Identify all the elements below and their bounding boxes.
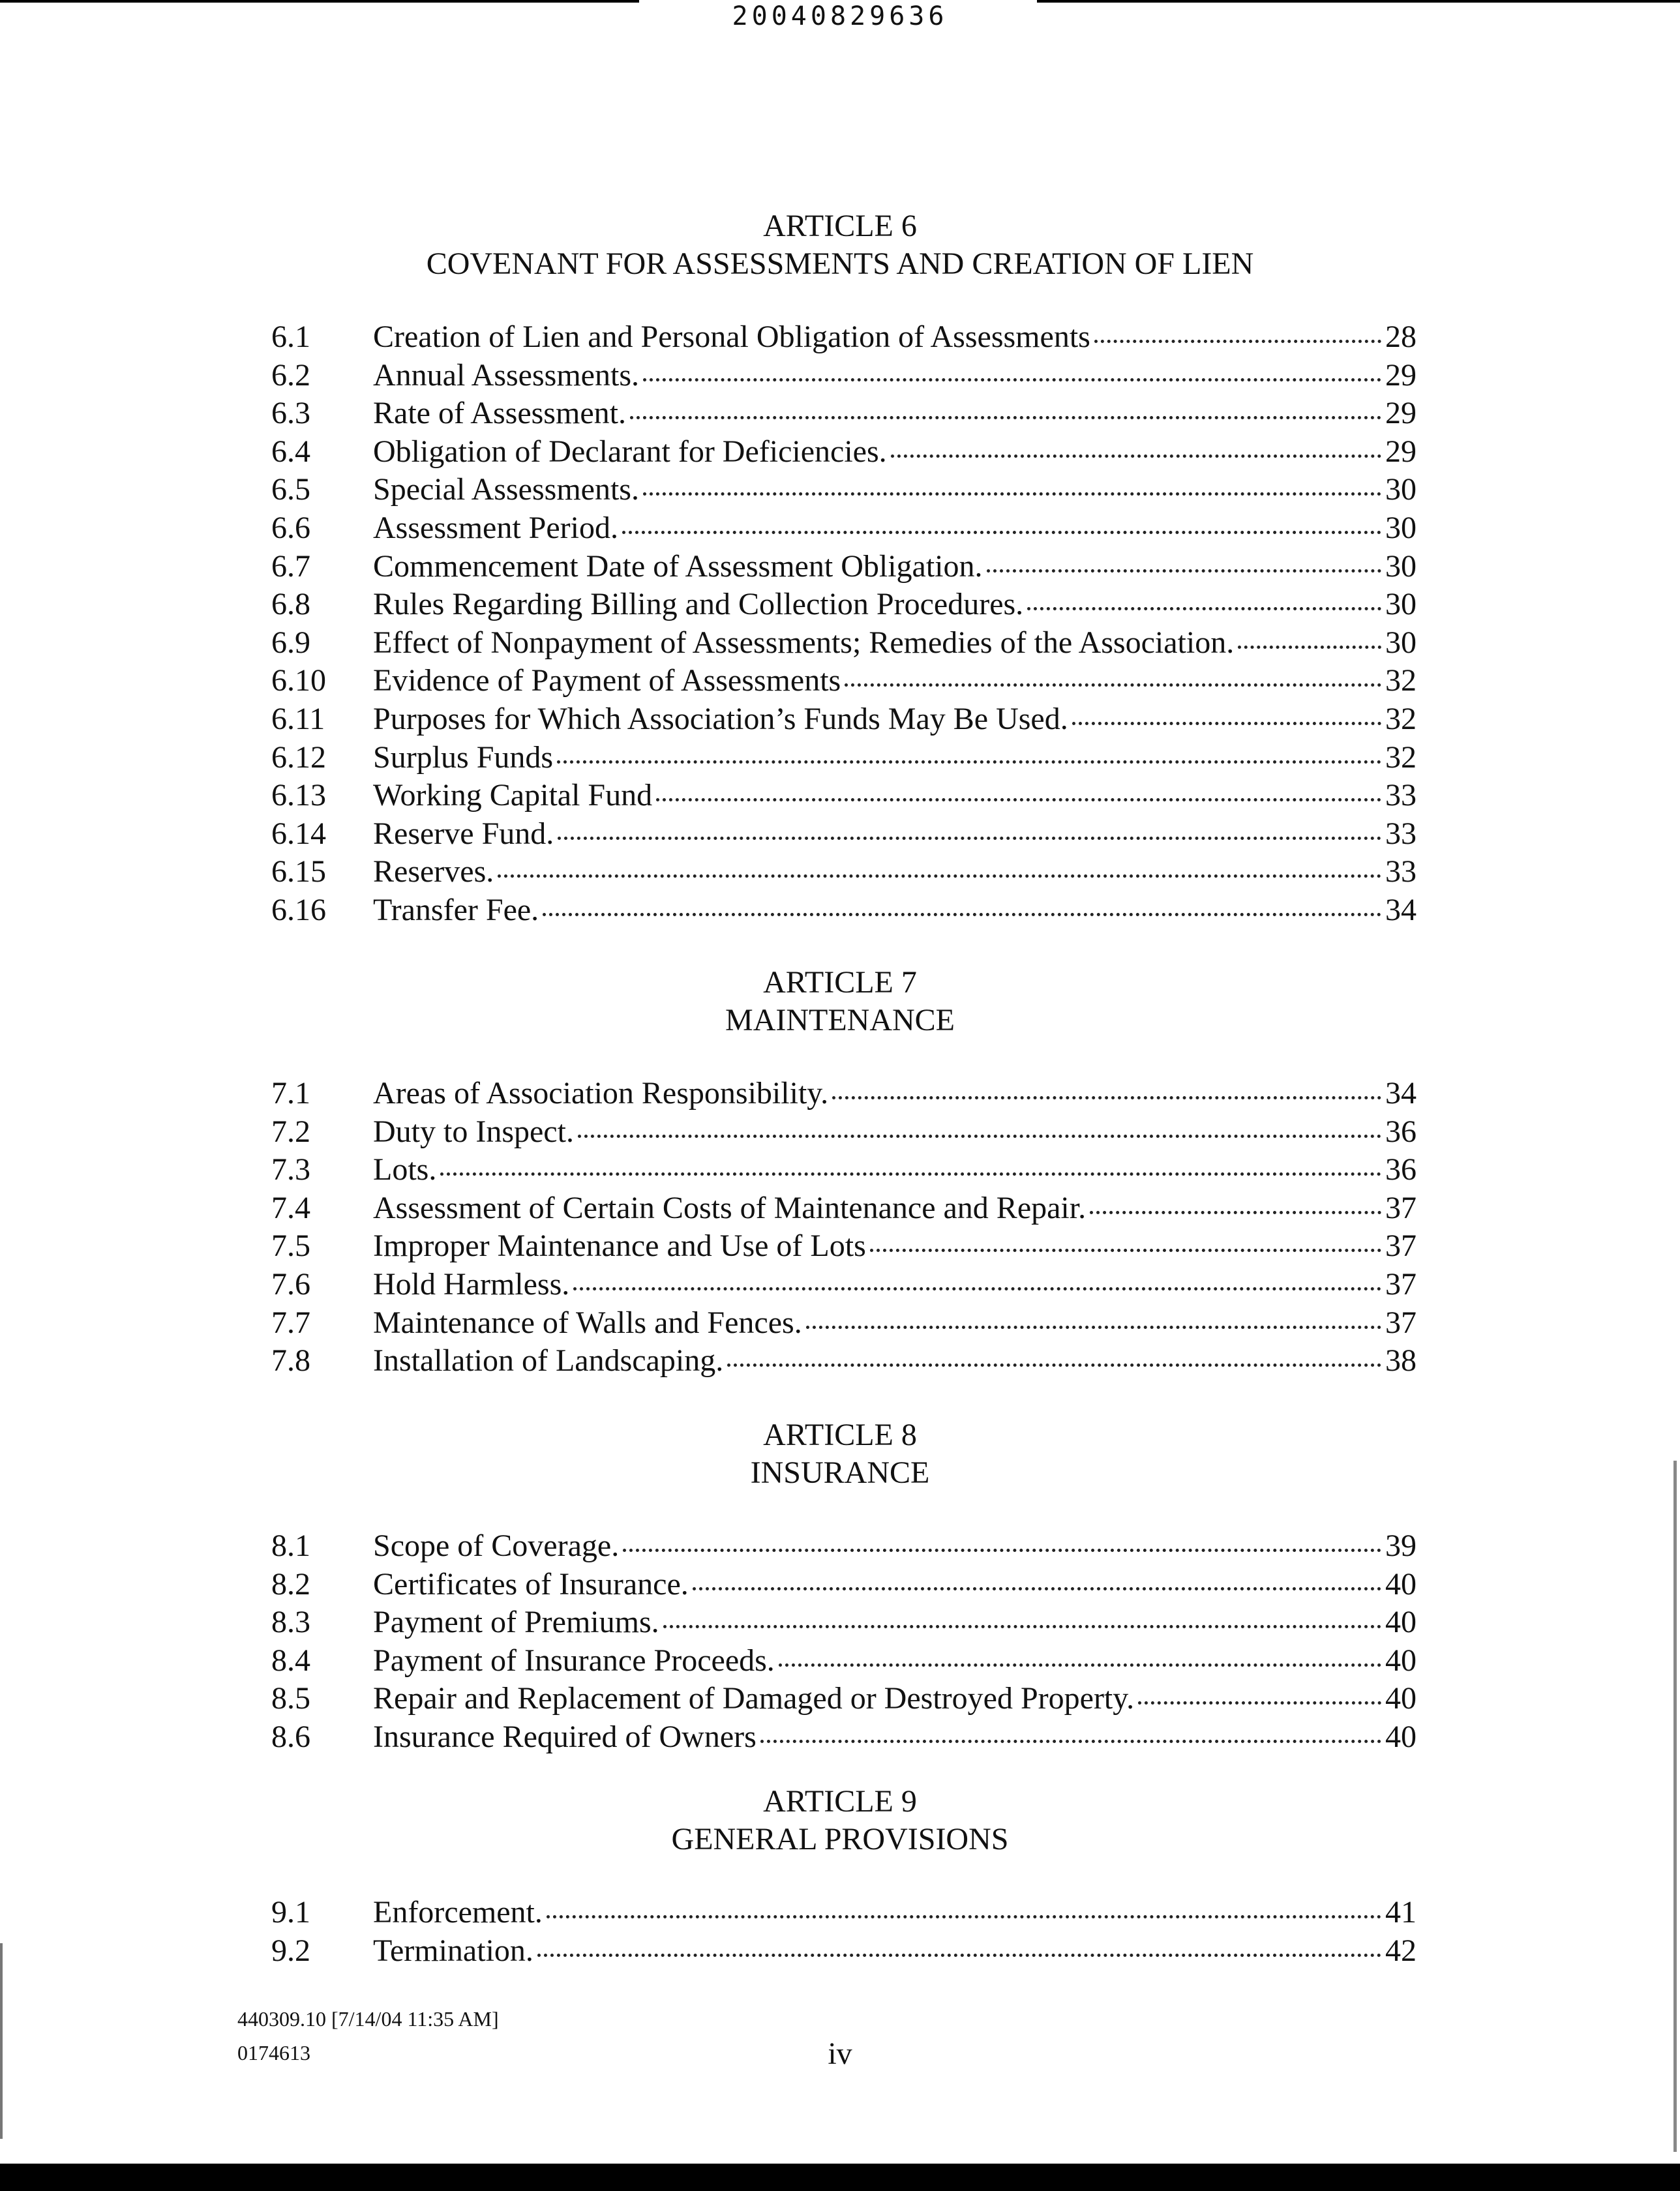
dot-leader xyxy=(543,913,1381,916)
dot-leader xyxy=(1072,722,1381,725)
dot-leader xyxy=(643,378,1381,381)
section-number: 6.13 xyxy=(271,778,326,812)
toc-entry xyxy=(0,1566,1680,1603)
toc-entry-line xyxy=(373,1718,1417,1756)
toc-entry xyxy=(0,1894,1680,1931)
article-heading xyxy=(0,964,1680,1039)
section-title: Working Capital Fund xyxy=(373,778,653,812)
section-number: 7.4 xyxy=(271,1191,310,1225)
toc-entry xyxy=(0,357,1680,395)
section-page: 30 xyxy=(1385,549,1417,584)
dot-leader xyxy=(558,837,1381,840)
article-title: INSURANCE xyxy=(750,1455,930,1490)
toc-entry xyxy=(0,318,1680,356)
dot-leader xyxy=(1027,607,1381,610)
section-number: 6.9 xyxy=(271,625,310,660)
section-number: 7.7 xyxy=(271,1305,310,1340)
toc-entry-line xyxy=(373,1189,1417,1227)
section-page: 40 xyxy=(1385,1605,1417,1639)
toc-entry xyxy=(0,1189,1680,1227)
section-number: 6.15 xyxy=(271,854,326,889)
section-title: Payment of Insurance Proceeds. xyxy=(373,1643,775,1678)
article-title: COVENANT FOR ASSESSMENTS AND CREATION OF LIEN xyxy=(426,246,1254,281)
toc-entry xyxy=(0,1151,1680,1189)
toc-entry-line xyxy=(373,815,1417,853)
section-number: 9.1 xyxy=(271,1895,310,1930)
toc-entry-line xyxy=(373,1266,1417,1304)
toc-entry xyxy=(0,395,1680,432)
section-title: Reserve Fund. xyxy=(373,816,554,851)
section-page: 29 xyxy=(1385,434,1417,469)
section-number: 6.1 xyxy=(271,320,310,354)
section-page: 30 xyxy=(1385,625,1417,660)
toc-entry-line xyxy=(373,1113,1417,1151)
section-title: Insurance Required of Owners xyxy=(373,1720,757,1754)
toc-entry xyxy=(0,624,1680,662)
section-page: 29 xyxy=(1385,396,1417,430)
section-title: Purposes for Which Association’s Funds May Be Used. xyxy=(373,702,1068,736)
toc-entry xyxy=(0,700,1680,738)
section-number: 7.2 xyxy=(271,1114,310,1149)
dot-leader xyxy=(547,1915,1381,1918)
dot-leader xyxy=(630,416,1381,419)
dot-leader xyxy=(1094,340,1381,343)
section-title: Surplus Funds xyxy=(373,740,554,775)
toc-entry-line xyxy=(373,777,1417,814)
article-heading xyxy=(0,1416,1680,1492)
toc-entry xyxy=(0,1642,1680,1680)
dot-leader xyxy=(891,455,1381,458)
toc-entry xyxy=(0,471,1680,509)
section-page: 32 xyxy=(1385,740,1417,775)
section-number: 6.2 xyxy=(271,358,310,393)
toc-entry xyxy=(0,739,1680,777)
section-title: Repair and Replacement of Damaged or Destroyed Property. xyxy=(373,1681,1135,1716)
document-number: 20040829636 xyxy=(732,1,948,31)
toc-entry xyxy=(0,548,1680,586)
section-page: 37 xyxy=(1385,1267,1417,1302)
toc-entry xyxy=(0,891,1680,929)
toc-entry-line xyxy=(373,509,1417,547)
section-page: 30 xyxy=(1385,472,1417,507)
toc-entry-line xyxy=(373,548,1417,586)
article-title: GENERAL PROVISIONS xyxy=(671,1822,1009,1856)
dot-leader xyxy=(537,1954,1381,1957)
toc-entry xyxy=(0,1718,1680,1756)
section-number: 6.12 xyxy=(271,740,326,775)
toc-entry xyxy=(0,1266,1680,1304)
toc-entry-line xyxy=(373,1342,1417,1380)
toc-entry-line xyxy=(373,1603,1417,1641)
toc-entry-line xyxy=(373,853,1417,891)
section-page: 40 xyxy=(1385,1643,1417,1678)
article-number: ARTICLE 6 xyxy=(763,209,917,243)
dot-leader xyxy=(623,1549,1381,1552)
article-title: MAINTENANCE xyxy=(725,1003,955,1037)
section-title: Annual Assessments. xyxy=(373,358,639,393)
section-number: 7.5 xyxy=(271,1229,310,1263)
section-title: Installation of Landscaping. xyxy=(373,1343,724,1378)
section-title: Duty to Inspect. xyxy=(373,1114,574,1149)
toc-entry xyxy=(0,1603,1680,1641)
toc-entry-line xyxy=(373,1075,1417,1112)
section-page: 37 xyxy=(1385,1305,1417,1340)
section-title: Assessment of Certain Costs of Maintenance and Repair. xyxy=(373,1191,1087,1225)
dot-leader xyxy=(870,1249,1381,1252)
section-title: Areas of Association Responsibility. xyxy=(373,1076,829,1110)
section-number: 8.4 xyxy=(271,1643,310,1678)
toc-entry-line xyxy=(373,1304,1417,1342)
section-title: Lots. xyxy=(373,1152,437,1187)
dot-leader xyxy=(578,1135,1381,1138)
toc-entry-line xyxy=(373,1151,1417,1189)
toc-entry-line xyxy=(373,357,1417,395)
dot-leader xyxy=(573,1287,1381,1290)
section-number: 8.1 xyxy=(271,1528,310,1563)
section-title: Scope of Coverage. xyxy=(373,1528,620,1563)
dot-leader xyxy=(760,1740,1381,1743)
section-title: Transfer Fee. xyxy=(373,893,539,927)
section-number: 6.8 xyxy=(271,587,310,621)
section-number: 6.3 xyxy=(271,396,310,430)
section-number: 6.16 xyxy=(271,893,326,927)
section-title: Commencement Date of Assessment Obligation. xyxy=(373,549,983,584)
dot-leader xyxy=(832,1096,1381,1099)
section-page: 42 xyxy=(1385,1933,1417,1968)
section-number: 6.11 xyxy=(271,702,325,736)
section-page: 32 xyxy=(1385,702,1417,736)
toc-entry xyxy=(0,1527,1680,1565)
scan-border-bottom xyxy=(0,2164,1680,2191)
section-number: 8.6 xyxy=(271,1720,310,1754)
article-heading xyxy=(0,1783,1680,1858)
document-reference: 440309.10 [7/14/04 11:35 AM] xyxy=(237,2007,499,2031)
section-title: Evidence of Payment of Assessments xyxy=(373,663,841,698)
dot-leader xyxy=(1090,1211,1381,1214)
toc-entry-line xyxy=(373,891,1417,929)
dot-leader xyxy=(693,1587,1381,1590)
section-page: 34 xyxy=(1385,1076,1417,1110)
article-number: ARTICLE 8 xyxy=(763,1418,917,1452)
dot-leader xyxy=(498,874,1381,878)
section-title: Reserves. xyxy=(373,854,494,889)
section-number: 9.2 xyxy=(271,1933,310,1968)
section-title: Certificates of Insurance. xyxy=(373,1567,689,1602)
section-page: 33 xyxy=(1385,854,1417,889)
section-number: 7.6 xyxy=(271,1267,310,1302)
section-number: 8.5 xyxy=(271,1681,310,1716)
section-number: 6.7 xyxy=(271,549,310,584)
article-number: ARTICLE 7 xyxy=(763,965,917,1000)
dot-leader xyxy=(806,1326,1381,1329)
section-page: 30 xyxy=(1385,587,1417,621)
toc-entry xyxy=(0,853,1680,891)
toc-entry-line xyxy=(373,1566,1417,1603)
dot-leader xyxy=(845,683,1381,687)
toc-entry-line xyxy=(373,739,1417,777)
toc-entry xyxy=(0,1113,1680,1151)
dot-leader xyxy=(440,1172,1381,1176)
section-title: Improper Maintenance and Use of Lots xyxy=(373,1229,866,1263)
dot-leader xyxy=(987,569,1382,573)
toc-entry xyxy=(0,1932,1680,1970)
dot-leader xyxy=(779,1663,1381,1667)
toc-entry xyxy=(0,509,1680,547)
section-page: 33 xyxy=(1385,778,1417,812)
dot-leader xyxy=(622,531,1381,534)
section-page: 37 xyxy=(1385,1191,1417,1225)
toc-entry-line xyxy=(373,624,1417,662)
toc-entry-line xyxy=(373,1680,1417,1718)
article-heading xyxy=(0,207,1680,283)
article-number: ARTICLE 9 xyxy=(763,1784,917,1819)
section-page: 36 xyxy=(1385,1152,1417,1187)
section-title: Effect of Nonpayment of Assessments; Remedies of the Association. xyxy=(373,625,1235,660)
section-number: 7.8 xyxy=(271,1343,310,1378)
page-number: iv xyxy=(828,2036,852,2071)
section-title: Enforcement. xyxy=(373,1895,543,1930)
section-title: Rate of Assessment. xyxy=(373,396,626,430)
section-page: 32 xyxy=(1385,663,1417,698)
toc-entry-line xyxy=(373,1894,1417,1931)
dot-leader xyxy=(1138,1701,1381,1705)
section-title: Rules Regarding Billing and Collection Procedures. xyxy=(373,587,1024,621)
toc-entry-line xyxy=(373,395,1417,432)
toc-entry xyxy=(0,777,1680,814)
dot-leader xyxy=(663,1625,1381,1628)
toc-entry-line xyxy=(373,318,1417,356)
section-title: Payment of Premiums. xyxy=(373,1605,659,1639)
toc-entry-line xyxy=(373,1227,1417,1265)
section-title: Termination. xyxy=(373,1933,533,1968)
section-title: Obligation of Declarant for Deficiencies. xyxy=(373,434,887,469)
section-number: 6.6 xyxy=(271,511,310,545)
section-page: 36 xyxy=(1385,1114,1417,1149)
toc-entry xyxy=(0,1075,1680,1112)
section-page: 39 xyxy=(1385,1528,1417,1563)
section-page: 33 xyxy=(1385,816,1417,851)
toc-entry-line xyxy=(373,1527,1417,1565)
dot-leader xyxy=(643,492,1381,496)
section-number: 6.10 xyxy=(271,663,326,698)
section-title: Hold Harmless. xyxy=(373,1267,570,1302)
section-number: 6.4 xyxy=(271,434,310,469)
section-number: 8.3 xyxy=(271,1605,310,1639)
section-page: 40 xyxy=(1385,1567,1417,1602)
client-code: 0174613 xyxy=(237,2041,310,2064)
section-title: Maintenance of Walls and Fences. xyxy=(373,1305,802,1340)
toc-entry-line xyxy=(373,1932,1417,1970)
section-page: 34 xyxy=(1385,893,1417,927)
section-title: Creation of Lien and Personal Obligation of Assessments xyxy=(373,320,1090,354)
toc-entry-line xyxy=(373,433,1417,471)
section-page: 40 xyxy=(1385,1720,1417,1754)
dot-leader xyxy=(557,760,1381,764)
section-number: 6.5 xyxy=(271,472,310,507)
section-page: 41 xyxy=(1385,1895,1417,1930)
section-page: 30 xyxy=(1385,511,1417,545)
section-page: 40 xyxy=(1385,1681,1417,1716)
toc-entry-line xyxy=(373,700,1417,738)
section-number: 8.2 xyxy=(271,1567,310,1602)
toc-entry xyxy=(0,662,1680,700)
toc-entry xyxy=(0,1227,1680,1265)
dot-leader xyxy=(656,798,1381,801)
dot-leader xyxy=(727,1364,1381,1367)
section-number: 7.3 xyxy=(271,1152,310,1187)
toc-entry xyxy=(0,1680,1680,1718)
section-title: Assessment Period. xyxy=(373,511,618,545)
section-page: 37 xyxy=(1385,1229,1417,1263)
section-page: 38 xyxy=(1385,1343,1417,1378)
section-page: 28 xyxy=(1385,320,1417,354)
section-number: 6.14 xyxy=(271,816,326,851)
section-number: 7.1 xyxy=(271,1076,310,1110)
toc-entry xyxy=(0,1304,1680,1342)
section-title: Special Assessments. xyxy=(373,472,639,507)
dot-leader xyxy=(1238,646,1381,649)
toc-entry-line xyxy=(373,586,1417,623)
toc-entry xyxy=(0,586,1680,623)
toc-entry-line xyxy=(373,662,1417,700)
toc-entry xyxy=(0,815,1680,853)
toc-entry xyxy=(0,1342,1680,1380)
toc-entry-line xyxy=(373,471,1417,509)
toc-entry-line xyxy=(373,1642,1417,1680)
toc-entry xyxy=(0,433,1680,471)
section-page: 29 xyxy=(1385,358,1417,393)
